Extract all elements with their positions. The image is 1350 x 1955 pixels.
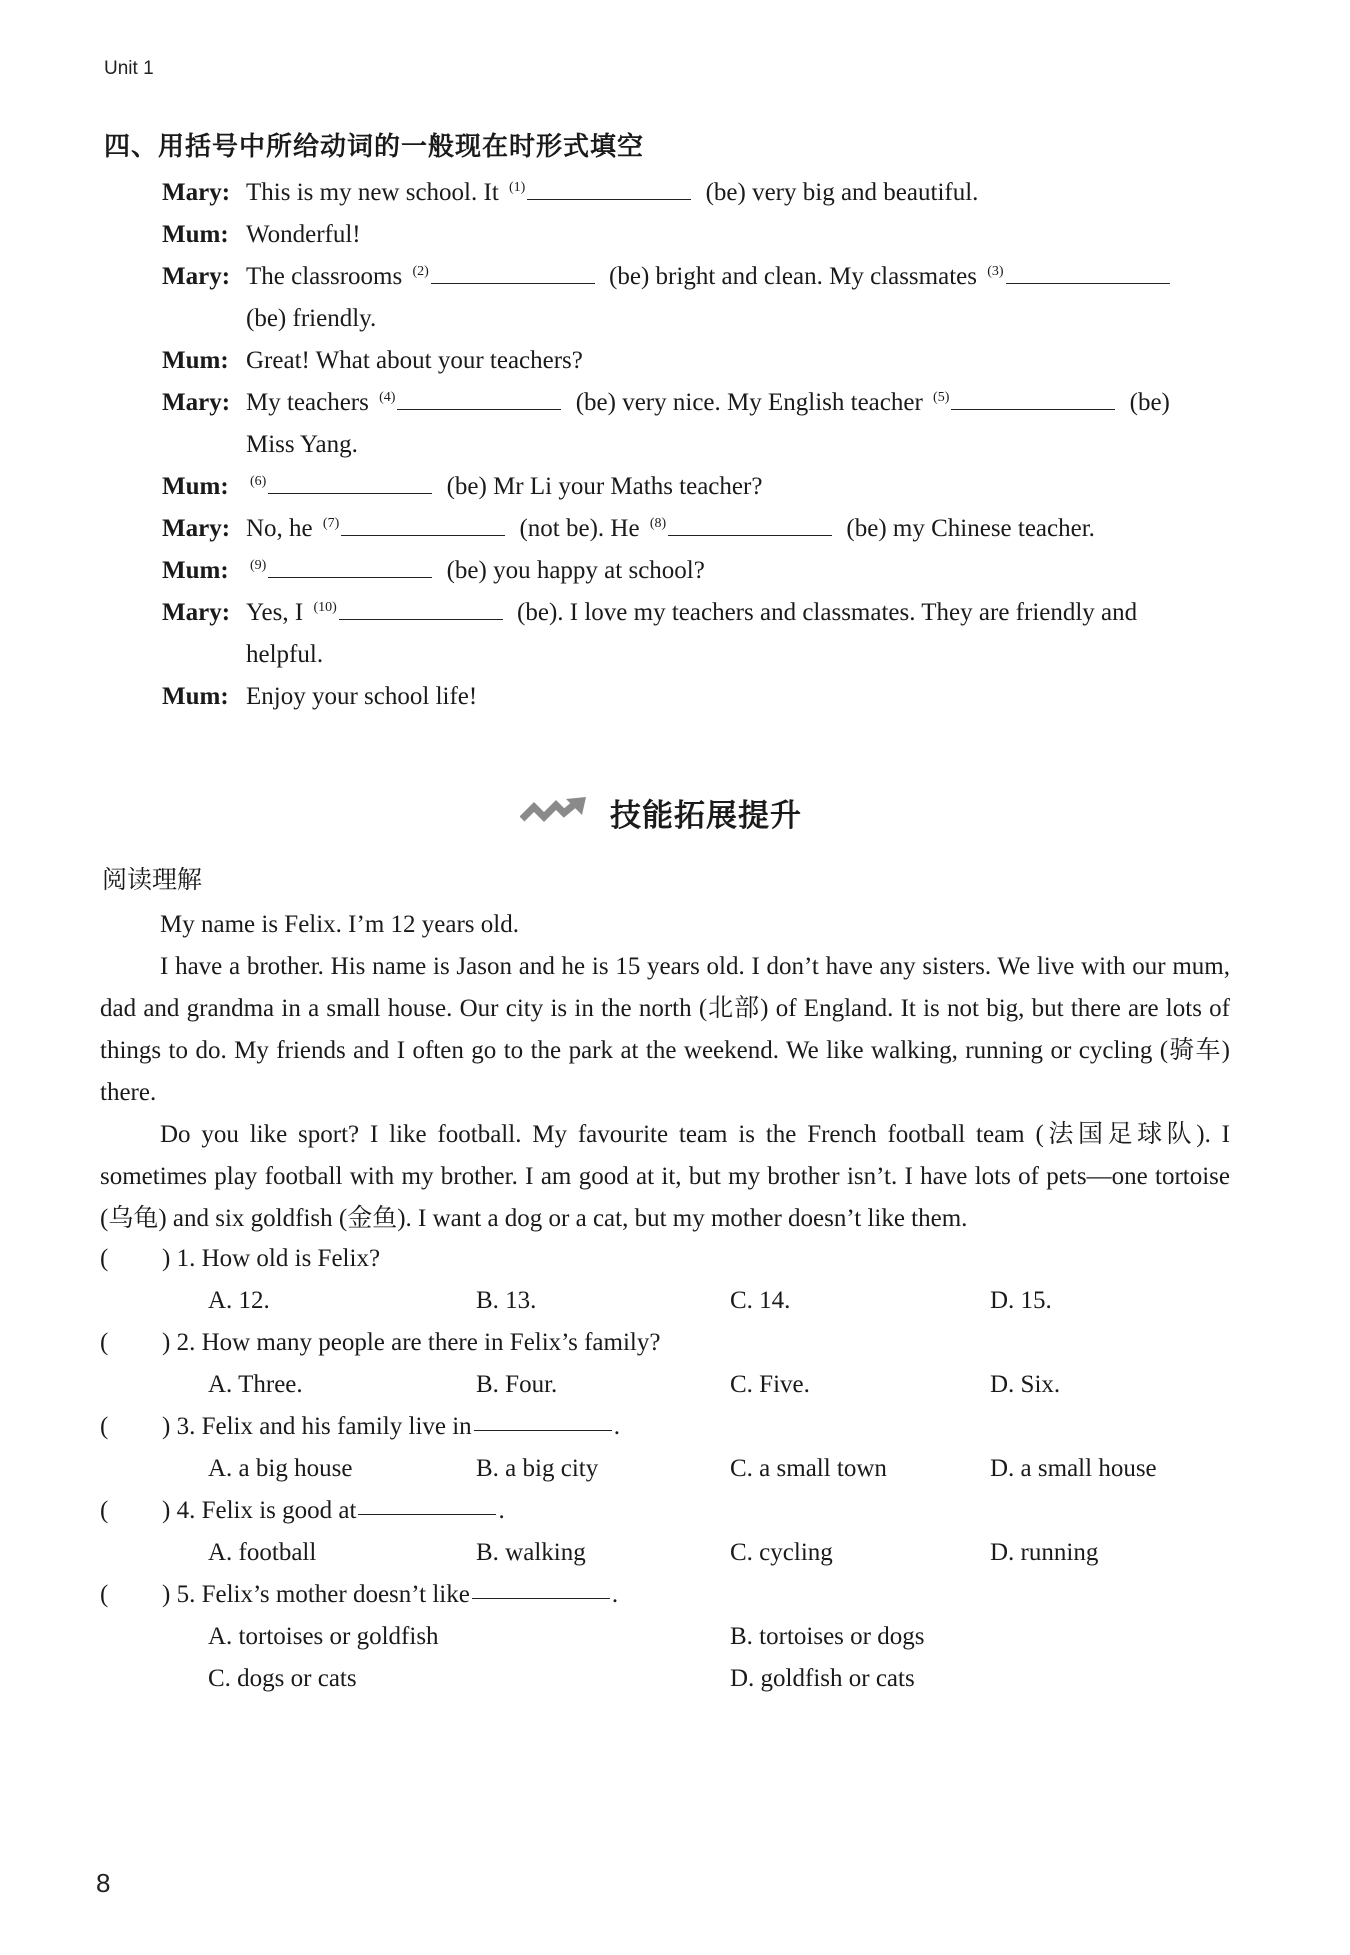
skills-banner: [520, 790, 802, 835]
option[interactable]: C. cycling: [730, 1539, 833, 1566]
option[interactable]: B. 13.: [476, 1287, 537, 1314]
question: [100, 1490, 1230, 1532]
option-row: [100, 1616, 1230, 1658]
line-text: My teachers: [246, 389, 369, 416]
line-text: (be): [1129, 389, 1170, 416]
question-text: ) 4. Felix is good at: [162, 1497, 357, 1524]
question: [100, 1238, 1230, 1280]
dialogue-line: [162, 634, 1252, 676]
blank-number: (1): [509, 179, 526, 195]
answer-paren[interactable]: (: [100, 1413, 109, 1440]
speaker: Mum:: [162, 473, 229, 500]
dialogue-line: [162, 256, 1252, 298]
answer-paren[interactable]: (: [100, 1581, 109, 1608]
dialogue-line: [162, 466, 1252, 508]
trend-arrow-icon: [520, 795, 588, 831]
question: [100, 1406, 1230, 1448]
blank-number: (5): [933, 389, 950, 405]
answer-paren[interactable]: (: [100, 1329, 109, 1356]
line-text: (be) Mr Li your Maths teacher?: [446, 473, 763, 500]
option[interactable]: D. Six.: [990, 1371, 1061, 1398]
option[interactable]: D. a small house: [990, 1455, 1157, 1482]
question-text: ) 3. Felix and his family live in: [162, 1413, 472, 1440]
line-text: This is my new school. It: [246, 179, 499, 206]
dialogue-line: [162, 550, 1252, 592]
question-text: ) 5. Felix’s mother doesn’t like: [162, 1581, 470, 1608]
dialogue-line: [162, 214, 1252, 256]
option[interactable]: A. Three.: [208, 1371, 303, 1398]
line-text: (be) very nice. My English teacher: [575, 389, 923, 416]
dialogue-line: [162, 298, 1252, 340]
speaker: Mary:: [162, 599, 231, 626]
blank-number: (2): [412, 263, 429, 279]
question-blank: [472, 1574, 610, 1599]
option-row: [100, 1448, 1230, 1490]
dialogue-exercise: [162, 172, 1252, 718]
speaker: [162, 424, 246, 466]
blank-number: (6): [250, 473, 267, 489]
answer-blank[interactable]: [527, 177, 691, 200]
blank-number: (9): [250, 557, 267, 573]
blank-number: (8): [649, 515, 667, 531]
option[interactable]: D. 15.: [990, 1287, 1052, 1314]
reading-passage: [100, 904, 1230, 1240]
answer-blank[interactable]: [268, 555, 432, 578]
exercise-heading: 四、用括号中所给动词的一般现在时形式填空: [104, 132, 645, 162]
answer-blank[interactable]: [668, 513, 832, 536]
dialogue-line: [162, 172, 1252, 214]
option[interactable]: B. a big city: [476, 1455, 599, 1482]
line-text: Great! What about your teachers?: [246, 347, 583, 374]
option-row: [100, 1364, 1230, 1406]
question-tail: .: [611, 1581, 619, 1608]
passage-paragraph: My name is Felix. I’m 12 years old.: [160, 911, 519, 938]
option[interactable]: B. walking: [476, 1539, 586, 1566]
speaker: Mary:: [162, 389, 231, 416]
dialogue-line: [162, 424, 1252, 466]
answer-blank[interactable]: [397, 387, 561, 410]
question-text: ) 2. How many people are there in Felix’s family?: [162, 1329, 661, 1356]
unit-label: Unit 1: [104, 58, 154, 79]
line-text: Yes, I: [246, 599, 304, 626]
option[interactable]: A. football: [208, 1539, 317, 1566]
question: [100, 1574, 1230, 1616]
question-list: [100, 1238, 1230, 1700]
option[interactable]: C. Five.: [730, 1371, 810, 1398]
question: [100, 1322, 1230, 1364]
question-blank: [358, 1490, 496, 1515]
option[interactable]: B. tortoises or dogs: [730, 1623, 925, 1650]
option[interactable]: C. 14.: [730, 1287, 791, 1314]
question-blank: [474, 1406, 612, 1431]
dialogue-line: [162, 508, 1252, 550]
passage-paragraph: Do you like sport? I like football. My favourite team is the French football team (法国足球队). I sometimes play football with my brother. I am good at it, but my brother isn’t. I have lots of pets—one tortoise (乌龟) and six goldfish (金鱼). I want a dog or a cat, but my mother doesn’t like them.: [100, 1121, 1230, 1232]
option-row: [100, 1280, 1230, 1322]
line-text: (be) bright and clean. My classmates: [609, 263, 977, 290]
speaker: Mum:: [162, 347, 229, 374]
answer-blank[interactable]: [341, 513, 505, 536]
answer-blank[interactable]: [431, 261, 595, 284]
line-text: (not be). He: [519, 515, 640, 542]
answer-blank[interactable]: [951, 387, 1115, 410]
reading-title: 阅读理解: [102, 865, 203, 894]
line-text: (be) very big and beautiful.: [705, 179, 979, 206]
option[interactable]: A. 12.: [208, 1287, 270, 1314]
page-number: 8: [96, 1868, 111, 1898]
blank-number: (4): [379, 389, 396, 405]
line-text: The classrooms: [246, 263, 403, 290]
question-tail: .: [613, 1413, 620, 1440]
option[interactable]: A. tortoises or goldfish: [208, 1623, 439, 1650]
line-text: Wonderful!: [246, 221, 361, 248]
line-text: (be) my Chinese teacher.: [846, 515, 1095, 542]
option[interactable]: C. a small town: [730, 1455, 887, 1482]
line-text: Miss Yang.: [246, 431, 358, 458]
speaker: Mum:: [162, 557, 229, 584]
answer-paren[interactable]: (: [100, 1245, 109, 1272]
question-text: ) 1. How old is Felix?: [162, 1245, 381, 1272]
speaker: Mary:: [162, 263, 231, 290]
question-tail: .: [498, 1497, 505, 1524]
answer-blank[interactable]: [1006, 261, 1170, 284]
answer-paren[interactable]: (: [100, 1497, 109, 1524]
line-text: helpful.: [246, 641, 324, 668]
blank-number: (7): [322, 515, 340, 531]
blank-number: (3): [987, 263, 1004, 279]
speaker: Mum:: [162, 221, 229, 248]
option[interactable]: D. goldfish or cats: [730, 1665, 915, 1692]
option[interactable]: B. Four.: [476, 1371, 558, 1398]
blank-number: (10): [313, 599, 337, 615]
dialogue-line: [162, 592, 1252, 634]
speaker: Mary:: [162, 515, 231, 542]
dialogue-line: [162, 340, 1252, 382]
option-row: [100, 1532, 1230, 1574]
dialogue-line: [162, 676, 1252, 718]
option-row: [100, 1658, 1230, 1700]
speaker: [162, 634, 246, 676]
line-text: (be) friendly.: [246, 305, 377, 332]
skills-title: 技能拓展提升: [610, 798, 802, 834]
line-text: (be). I love my teachers and classmates. They are friendly and: [517, 599, 1138, 626]
answer-blank[interactable]: [268, 471, 432, 494]
line-text: No, he: [246, 515, 313, 542]
option[interactable]: D. running: [990, 1539, 1099, 1566]
speaker: [162, 298, 246, 340]
option[interactable]: A. a big house: [208, 1455, 353, 1482]
speaker: Mary:: [162, 179, 231, 206]
speaker: Mum:: [162, 683, 229, 710]
passage-paragraph: I have a brother. His name is Jason and he is 15 years old. I don’t have any sisters. We live with our mum, dad and grandma in a small house. Our city is in the north (北部) of England. It is not big, but there are lots of things to do. My friends and I often go to the park at the weekend. We like walking, running or cycling (骑车) there.: [100, 953, 1230, 1106]
answer-blank[interactable]: [339, 597, 503, 620]
line-text: (be) you happy at school?: [446, 557, 705, 584]
option[interactable]: C. dogs or cats: [208, 1665, 357, 1692]
line-text: Enjoy your school life!: [246, 683, 478, 710]
dialogue-line: [162, 382, 1252, 424]
